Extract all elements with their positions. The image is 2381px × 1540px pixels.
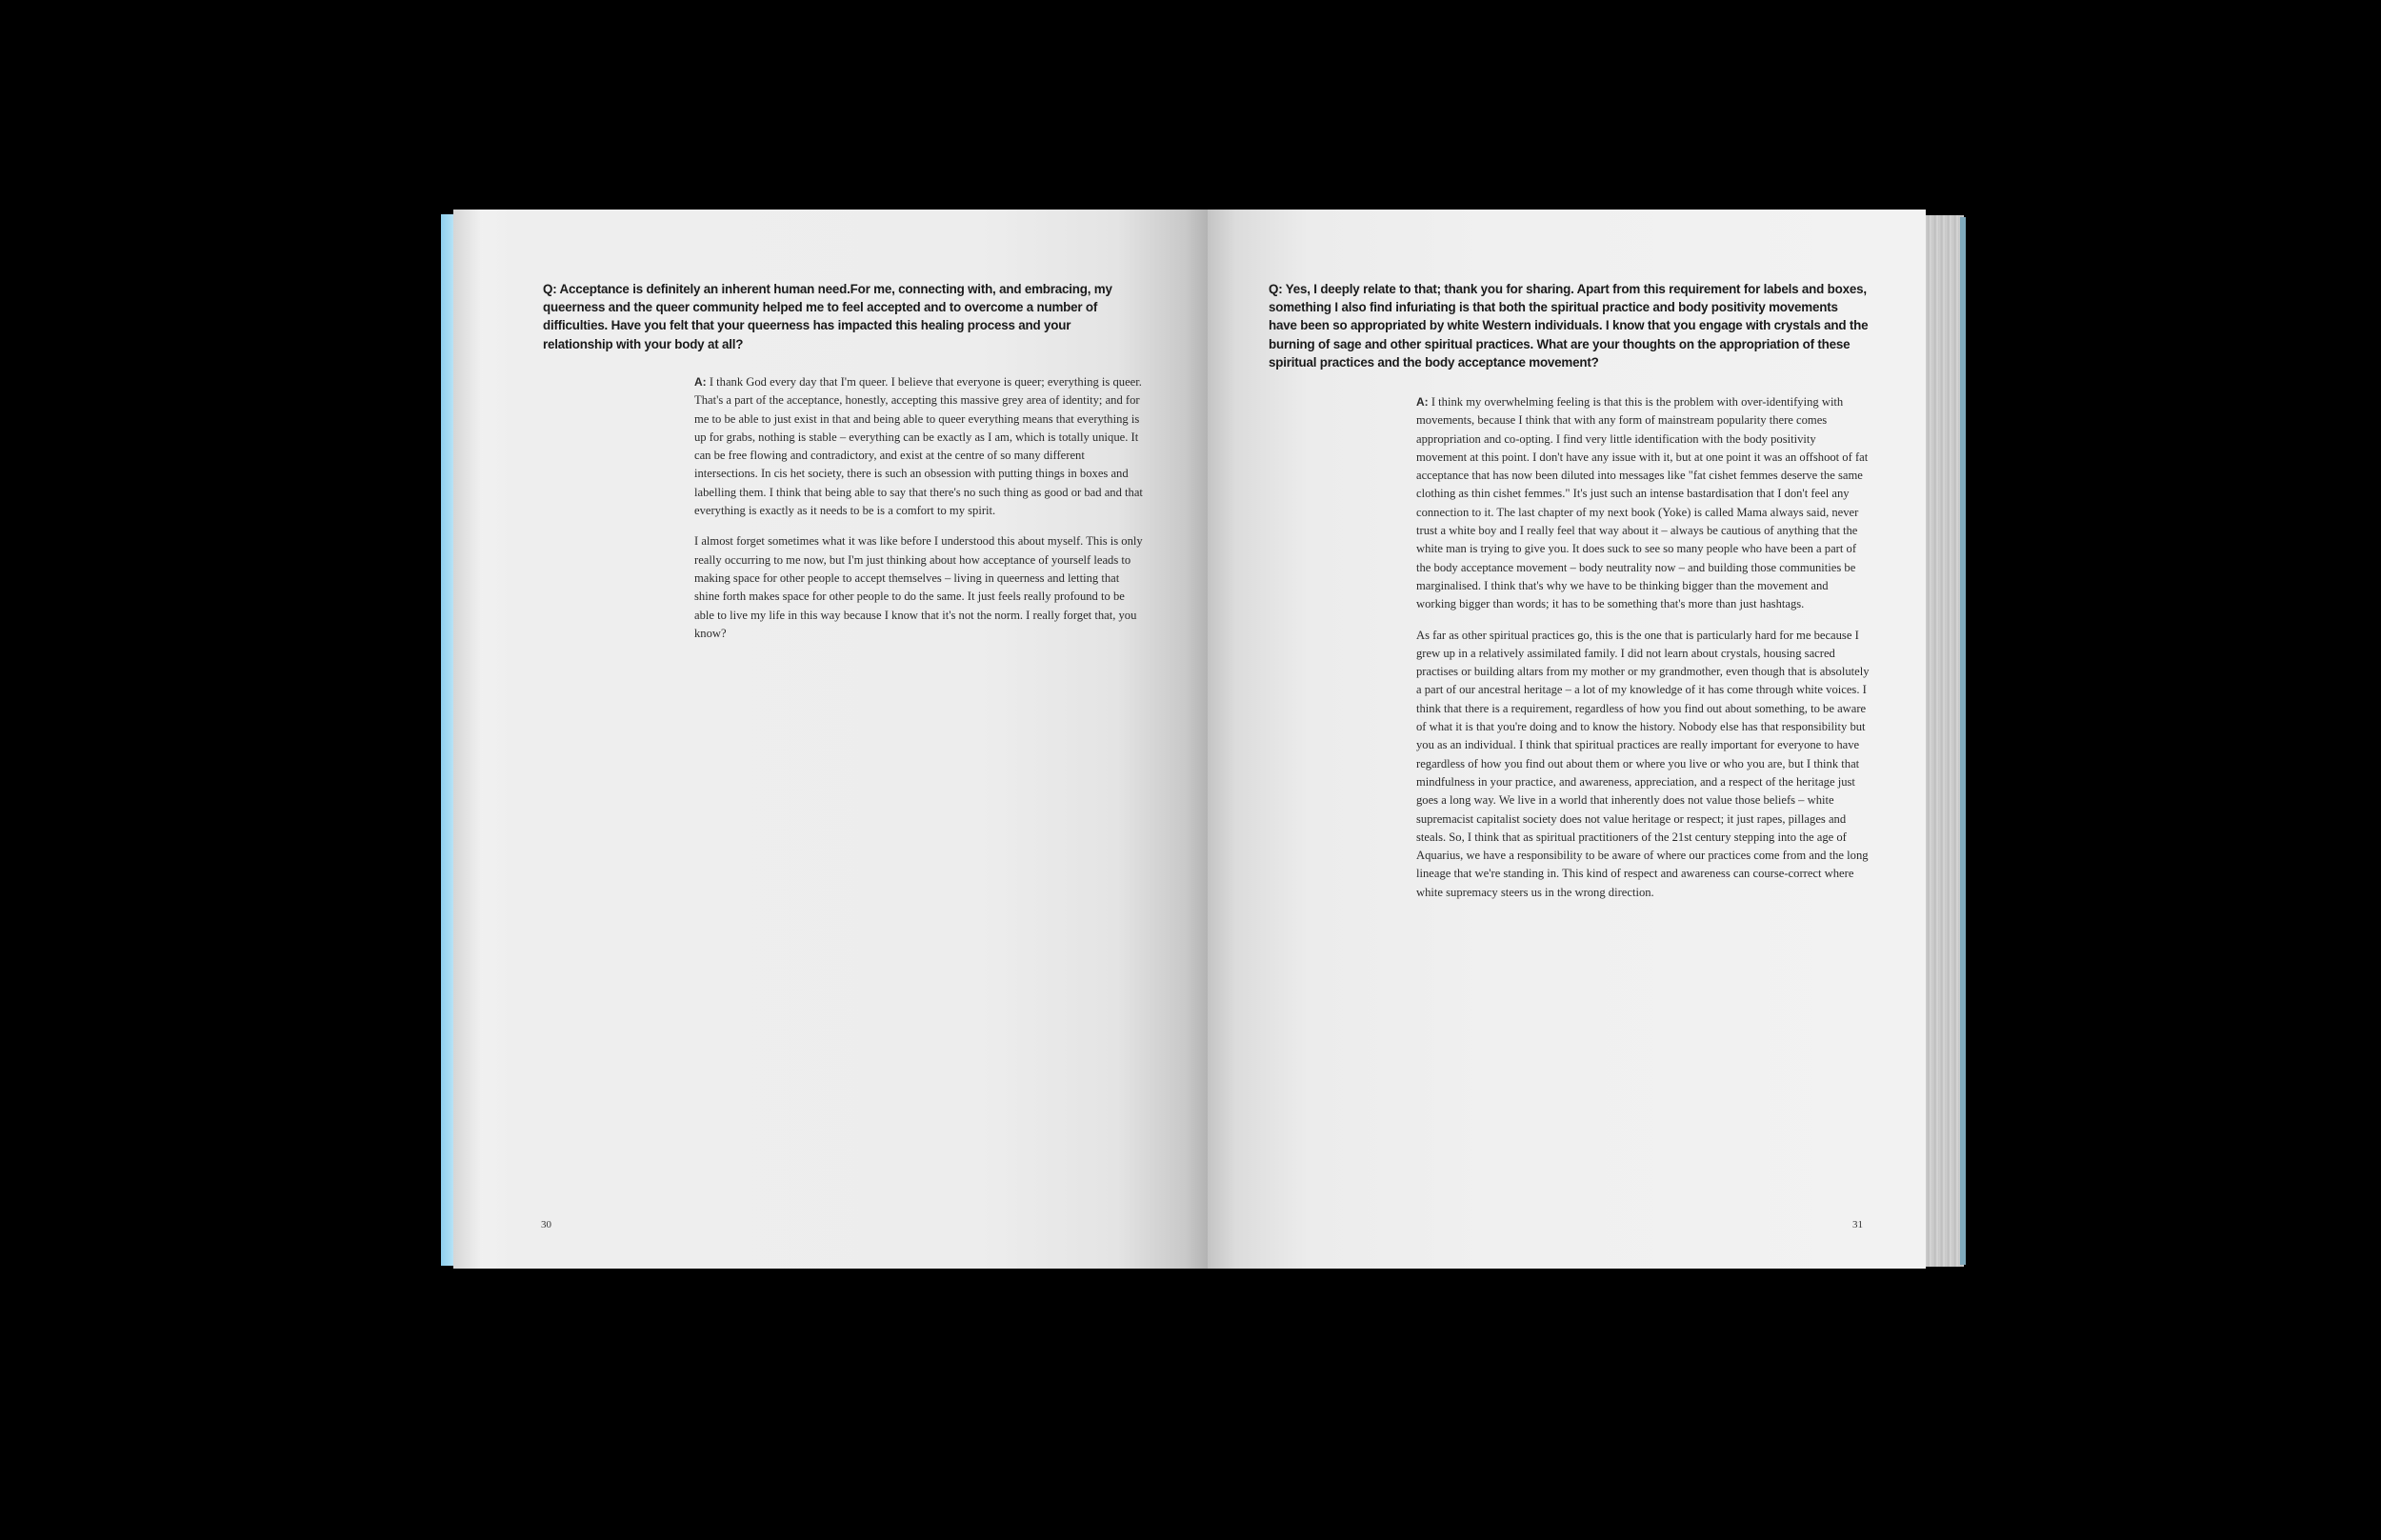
right-question: Q: Yes, I deeply relate to that; thank you for sharing. Apart from this requirement for labels and boxes, something I also find infuriating is that both the spiritual practice and body positivity movements have been so appropriated by white Western individuals. I know that you engage with crystals and the burning of sage and other spiritual practices. What are your thoughts on the appropriation of these spiritual practices and the body acceptance movement? <box>1269 282 1869 370</box>
left-answer-paragraph-1 <box>694 373 1144 520</box>
page-edge-stack <box>1926 215 1964 1267</box>
page-number-right: 31 <box>1852 1219 1863 1230</box>
right-answer <box>1416 393 1870 914</box>
page-number-left: 30 <box>541 1219 551 1230</box>
answer-lead-label: A: <box>694 375 707 389</box>
right-answer-paragraph-1 <box>1416 393 1870 614</box>
left-answer-paragraph-2: I almost forget sometimes what it was like before I understood this about myself. This is only really occurring to me now, but I'm just thinking about how acceptance of yourself leads to making space for other people to accept themselves – living in queerness and letting that shine forth makes space for other people to do the same. It just feels really profound to be able to live my life in this way because I know that it's not the norm. I really forget that, you know? <box>694 534 1143 640</box>
left-answer-text-1: I thank God every day that I'm queer. I believe that everyone is queer; everything is queer. That's a part of the acceptance, honestly, accepting this massive grey area of identity; and for me to be able to just exist in that and being able to queer everything means that everything is up for grabs, nothing is stable – everything can be exactly as I am, which is totally unique. It can be free flowing and contradictory, and exist at the centre of so many different intersections. In cis het society, there is such an obsession with putting things in boxes and labelling them. I think that being able to say that there's no such thing as good or bad and that everything is exactly as it needs to be is a comfort to my spirit. <box>694 375 1143 518</box>
left-page <box>453 210 1208 1269</box>
left-question: Q: Acceptance is definitely an inherent human need.For me, connecting with, and embracing, my queerness and the queer community helped me to feel accepted and to overcome a number of difficulties. Have you felt that your queerness has impacted this healing process and your relationship with your body at all? <box>543 282 1112 351</box>
right-answer-text-1: I think my overwhelming feeling is that this is the problem with over-identifying with movements, because I think that with any form of mainstream popularity there comes appropriation and co-opting. I find very little identification with the body positivity movement at this point. I don't have any issue with it, but at one point it was an offshoot of fat acceptance that has now been diluted into messages like "fat cishet femmes deserve the same clothing as thin cishet femmes." It's just such an intense bastardisation that I don't feel any connection to it. The last chapter of my next book (Yoke) is called Mama always said, never trust a white boy and I really feel that way about it – always be cautious of anything that the white man is trying to give you. It does suck to see so many people who have been a part of the body acceptance movement – body neutrality now – and building those communities be marginalised. I think that's why we have to be thinking bigger than the movement and working bigger than words; it has to be something that's more than just hashtags. <box>1416 395 1869 611</box>
right-answer-paragraph-2: As far as other spiritual practices go, this is the one that is particularly hard for me because I grew up in a relatively assimilated family. I did not learn about crystals, housing sacred practises or building altars from my mother or my grandmother, even though that is absolutely a part of our ancestral heritage – a lot of my knowledge of it has come through white voices. I think that there is a requirement, regardless of how you find out about something, to be aware of what it is that you're doing and to know the history. Nobody else has that responsibility but you as an individual. I think that spiritual practices are really important for everyone to have regardless of how you find out about them or where you live or who you are, but I think that mindfulness in your practice, and awareness, appreciation, and a respect of the heritage just goes a long way. We live in a world that inherently does not value those beliefs – white supremacist capitalist society does not value heritage or respect; it just rapes, pillages and steals. So, I think that as spiritual practitioners of the 21st century stepping into the age of Aquarius, we have a responsibility to be aware of where our practices come from and the long lineage that we're standing in. This kind of respect and awareness can course-correct where white supremacy steers us in the wrong direction. <box>1416 628 1870 899</box>
left-answer <box>694 373 1144 655</box>
back-cover-edge <box>1960 217 1966 1265</box>
right-page <box>1208 210 1926 1269</box>
answer-lead-label: A: <box>1416 395 1429 409</box>
